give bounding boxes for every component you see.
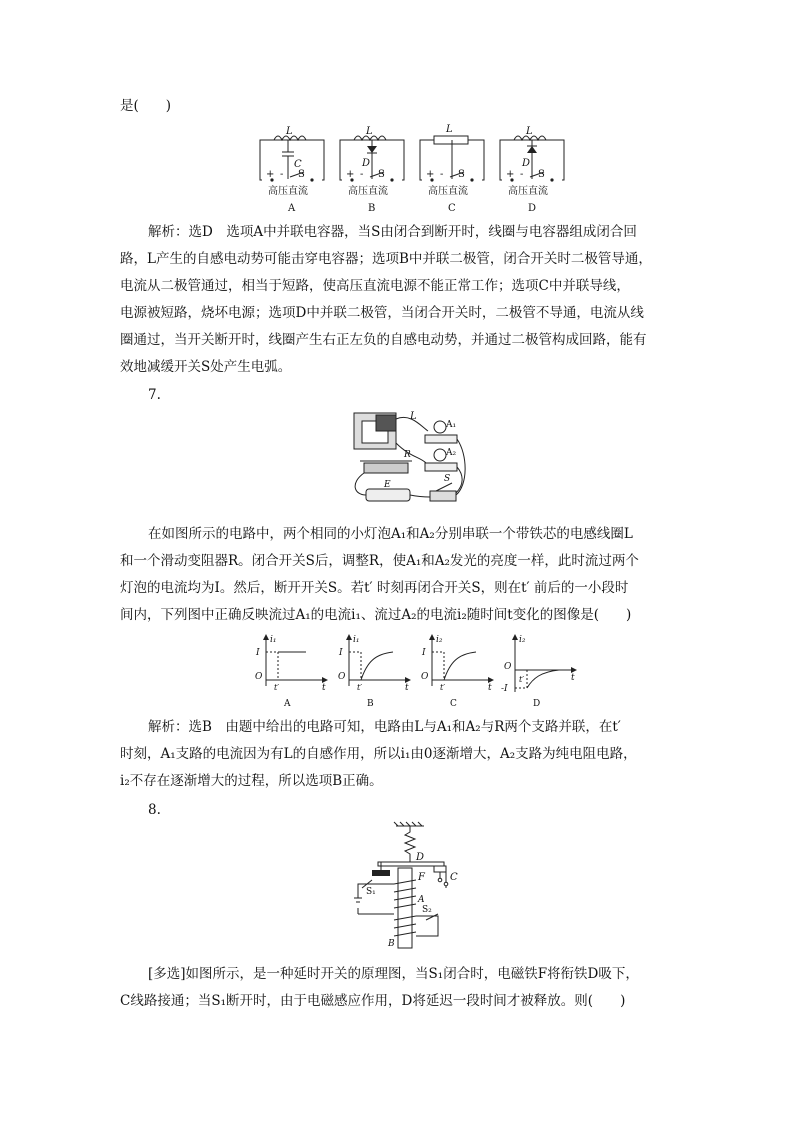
- option-label: D: [528, 203, 537, 214]
- source-label: 高压直流: [268, 186, 308, 197]
- apparatus-label-e: E: [384, 480, 391, 490]
- graph-option-label: D: [533, 699, 541, 709]
- graph-xlabel: t: [488, 683, 492, 693]
- option-label: A: [288, 203, 296, 214]
- graph-xlabel: t: [571, 673, 575, 683]
- circuit-option-d: [500, 126, 564, 214]
- q6-analysis-line: 解析：选D 选项A中并联电容器，当S由闭合到断开时，线圈与电容器组成闭合回: [148, 224, 637, 240]
- q6-analysis-line: 路，L产生的自感电动势可能击穿电容器；选项B中并联二极管，闭合开关时二极管导通，: [120, 251, 652, 267]
- graph-option-d: [501, 634, 577, 709]
- q7-stem-line: 间内，下列图中正确反映流过A₁的电流i₁、流过A₂的电流i₂随时间t变化的图像是( ): [120, 607, 632, 623]
- minus-label: -: [440, 169, 444, 180]
- q8-delay-switch-figure: [348, 822, 468, 952]
- plus-label: +: [426, 169, 435, 180]
- figure-label-s2: S₂: [422, 905, 432, 915]
- source-label: 高压直流: [508, 186, 548, 197]
- graph-y-mark: I: [339, 648, 343, 658]
- diode-label: D: [522, 158, 531, 169]
- q7-stem-line: 和一个滑动变阻器R。闭合开关S后，调整R，使A₁和A₂发光的亮度一样，此时流过两个: [120, 553, 639, 569]
- apparatus-label-l: L: [410, 411, 417, 422]
- graph-option-b: [338, 634, 411, 709]
- plus-label: +: [266, 169, 275, 180]
- diode-label: D: [362, 158, 371, 169]
- figure-label-f: F: [418, 872, 425, 883]
- graph-option-label: C: [450, 699, 457, 709]
- figure-label-d: D: [416, 852, 425, 863]
- graph-y-mark: I: [256, 648, 260, 658]
- option-label: C: [448, 203, 456, 214]
- switch-label: S: [458, 169, 465, 180]
- coil-label: L: [526, 126, 533, 137]
- minus-label: -: [520, 169, 524, 180]
- q6-analysis-line: 效地减缓开关S处产生电弧。: [120, 359, 292, 375]
- q6-analysis-line: 圈通过，当开关断开时，线圈产生右正左负的自感电动势，并通过二极管构成回路，能有: [120, 332, 647, 348]
- graph-option-c: [421, 634, 494, 709]
- graph-origin: O: [421, 672, 429, 682]
- figure-label-c: C: [450, 872, 458, 883]
- graph-x-mark: t′: [274, 683, 280, 692]
- q7-analysis-line: 解析：选B 由题中给出的电路可知，电路由L与A₁和A₂与R两个支路并联，在t′: [148, 719, 621, 735]
- apparatus-label-a2: A₂: [446, 448, 457, 458]
- graph-y-mark: -I: [501, 684, 508, 694]
- figure-label-b: B: [388, 939, 395, 949]
- figure-label-s1: S₁: [366, 887, 376, 897]
- plus-label: +: [346, 169, 355, 180]
- q6-analysis-line: 电流从二极管通过，相当于短路，使高压直流电源不能正常工作；选项C中并联导线，: [120, 278, 630, 294]
- q8-stem-line: C线路接通；当S₁断开时，由于电磁感应作用，D将延迟一段时间才被释放。则( ): [120, 993, 626, 1009]
- q8-number: 8.: [148, 802, 161, 818]
- switch-label: S: [298, 169, 305, 180]
- circuit-option-b: [340, 126, 404, 214]
- graph-option-a: [255, 634, 328, 709]
- apparatus-label-a1: A₁: [446, 420, 457, 430]
- circuit-option-c: [420, 124, 484, 214]
- q7-stem-line: 在如图所示的电路中，两个相同的小灯泡A₁和A₂分别串联一个带铁芯的电感线圈L: [148, 526, 633, 542]
- source-label: 高压直流: [428, 186, 468, 197]
- graph-x-mark: t′: [519, 675, 525, 684]
- q7-apparatus-figure: [340, 405, 475, 515]
- graph-ylabel: i₂: [436, 635, 443, 645]
- graph-ylabel: i₁: [353, 635, 360, 645]
- coil-label: L: [366, 126, 373, 137]
- coil-label: L: [286, 126, 293, 137]
- switch-label: S: [538, 169, 545, 180]
- graph-option-label: A: [284, 699, 291, 709]
- graph-xlabel: t: [405, 683, 409, 693]
- q8-stem-line: [多选]如图所示，是一种延时开关的原理图，当S₁闭合时，电磁铁F将衔铁D吸下，: [148, 966, 639, 982]
- q6-stem-tail: 是( ): [120, 98, 172, 114]
- q7-analysis-line: i₂不存在逐渐增大的过程，所以选项B正确。: [120, 773, 383, 789]
- capacitor-label: C: [294, 159, 302, 170]
- source-label: 高压直流: [348, 186, 388, 197]
- figure-label-a: A: [418, 895, 425, 905]
- option-label: B: [368, 203, 376, 214]
- graph-ylabel: i₁: [270, 635, 277, 645]
- graph-origin: O: [255, 672, 263, 682]
- q6-analysis-line: 电源被短路，烧坏电源；选项D中并联二极管，当闭合开关时，二极管不导通，电流从线: [120, 305, 644, 321]
- graph-option-label: B: [367, 699, 374, 709]
- q7-graphs: [252, 632, 582, 710]
- graph-x-mark: t′: [440, 683, 446, 692]
- apparatus-label-r: R: [404, 450, 411, 460]
- q6-circuit-figures: [255, 122, 555, 214]
- q7-analysis-line: 时刻，A₁支路的电流因为有L的自感作用，所以i₁由0逐渐增大，A₂支路为纯电阻电路，: [120, 746, 637, 762]
- graph-xlabel: t: [322, 683, 326, 693]
- graph-origin: O: [338, 672, 346, 682]
- circuit-option-a: [260, 126, 324, 214]
- switch-label: S: [378, 169, 385, 180]
- graph-y-mark: I: [422, 648, 426, 658]
- coil-label: L: [446, 124, 453, 135]
- graph-ylabel: i₂: [519, 635, 526, 645]
- minus-label: -: [280, 169, 284, 180]
- plus-label: +: [506, 169, 515, 180]
- graph-origin: O: [504, 662, 512, 672]
- q7-number: 7.: [148, 387, 161, 403]
- q7-stem-line: 灯泡的电流均为I。然后，断开开关S。若t′ 时刻再闭合开关S，则在t′ 前后的一小段时: [120, 580, 629, 596]
- apparatus-label-s: S: [444, 474, 451, 484]
- graph-x-mark: t′: [357, 683, 363, 692]
- minus-label: -: [360, 169, 364, 180]
